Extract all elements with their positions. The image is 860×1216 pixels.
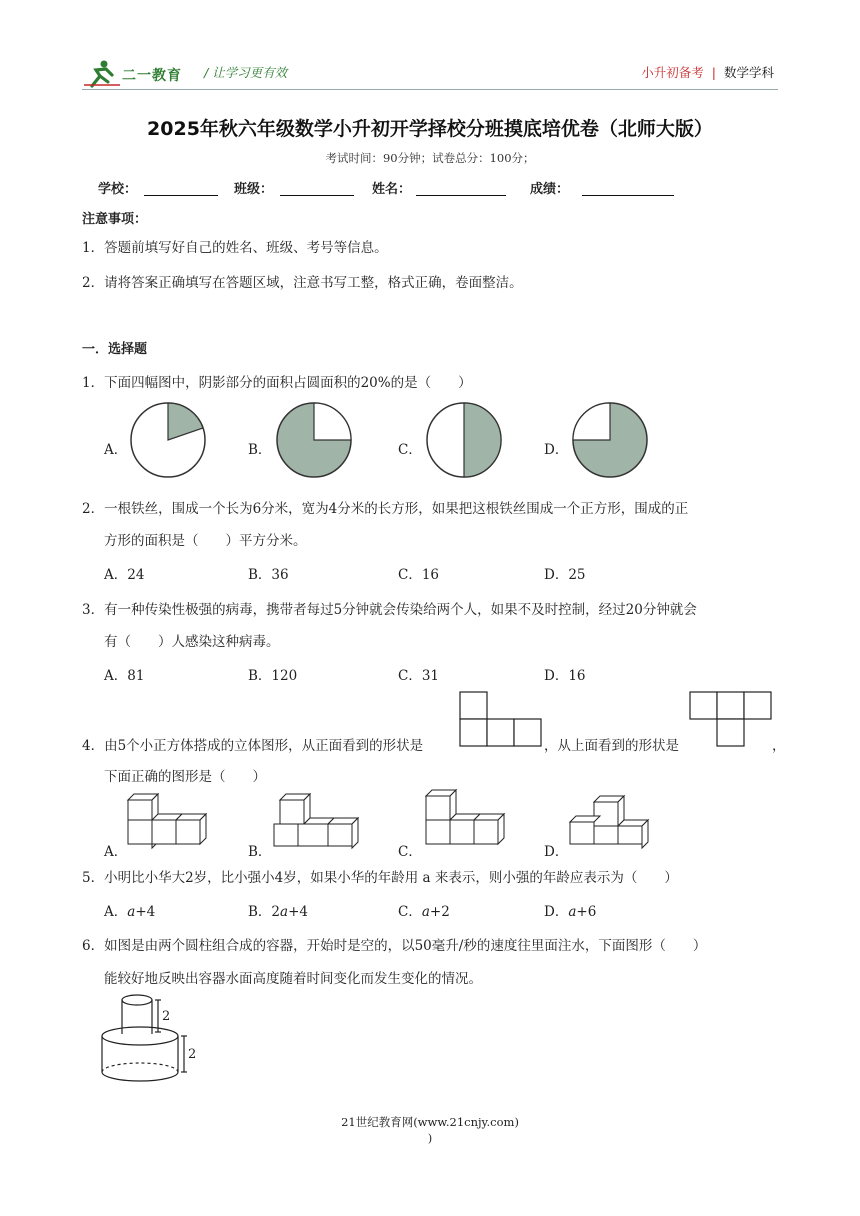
category-label: 小升初备考 [641,65,704,80]
q4-figure-b [270,790,360,846]
note-item: 1．答题前填写好自己的姓名、班级、考号等信息。 [82,240,388,256]
name-label: 姓名： [372,182,412,197]
q3-option-b[interactable]: B．120 [248,668,298,684]
option-label: B． [248,904,272,920]
q1-option-b[interactable]: B． [248,442,272,458]
q5-option-c[interactable] [398,900,450,920]
q2-option-d[interactable]: D．25 [544,567,586,583]
header-separator: | [711,65,716,80]
q1-option-d[interactable]: D． [544,442,569,458]
question-2-line1: 2．一根铁丝，围成一个长为6分米，宽为4分米的长方形，如果把这根铁丝围成一个正方形，围成的正 [82,501,689,517]
name-field[interactable] [416,195,506,196]
section-title: 一．选择题 [82,342,148,357]
note-item: 2．请将答案正确填写在答题区域，注意书写工整，格式正确，卷面整洁。 [82,275,523,291]
option-label: A． [104,904,128,920]
logo [82,58,192,88]
class-field[interactable] [280,195,354,196]
variable: a [568,904,577,920]
q4-figure-c [420,786,510,846]
score-label: 成绩： [530,182,570,197]
expression: +4 [135,904,156,920]
expression: +4 [288,904,308,920]
q4-figure-a [122,786,212,846]
footer-source: 21世纪教育网(www.21cnjy.com) [341,1115,519,1129]
variable: a [280,904,289,920]
question-3-line2: 有（ ）人感染这种病毒。 [104,634,280,650]
q4-option-c[interactable]: C． [398,844,422,860]
q5-option-d[interactable] [544,900,596,920]
question-2-line2: 方形的面积是（ ）平方分米。 [104,533,307,549]
q4-figure-d [566,792,656,846]
dim-top-label: 2 [162,1009,171,1024]
q1-figure-d [570,402,654,478]
question-5-text: 5．小明比小华大2岁，比小强小4岁，如果小华的年龄用 a 来表示，则小强的年龄应表示为（ ） [82,870,678,886]
q2-option-c[interactable]: C．16 [398,567,440,583]
notes-heading: 注意事项： [82,212,148,227]
q3-option-a[interactable]: A．81 [104,668,145,684]
question-4-part1: 4．由5个小正方体搭成的立体图形，从正面看到的形状是 [82,738,424,754]
question-4-part2: ，从上面看到的形状是 [544,738,679,754]
footer-mark: ) [427,1132,433,1145]
dim-bottom-label: 2 [188,1047,197,1062]
q2-option-b[interactable]: B．36 [248,567,289,583]
header-right [641,63,774,81]
class-label: 班级： [234,182,274,197]
q4-front-view-figure [458,690,542,748]
q3-option-c[interactable]: C．31 [398,668,440,684]
q1-option-a[interactable]: A． [104,442,128,458]
question-6-line2: 能较好地反映出容器水面高度随着时间变化而发生变化的情况。 [104,971,482,987]
expression: +6 [576,904,597,920]
question-3-line1: 3．有一种传染性极强的病毒，携带者每过5分钟就会传染给两个人，如果不及时控制，经过20分钟就会 [82,602,697,618]
question-6-line1: 6．如图是由两个圆柱组合成的容器，开始时是空的，以50毫升/秒的速度往里面注水，下面图形（ ） [82,938,707,954]
q1-figure-c [424,402,508,478]
page-header [82,56,778,90]
q4-option-a[interactable]: A． [104,844,128,860]
score-field[interactable] [582,195,674,196]
runner-logo-icon [82,58,122,88]
slogan: / 让学习更有效 [204,65,288,80]
q3-option-d[interactable]: D．16 [544,668,586,684]
variable: a [127,904,136,920]
option-label: C． [398,904,422,920]
coefficient: 2 [271,904,281,920]
q1-figure-b [274,402,358,478]
page-title: 2025年秋六年级数学小升初开学择校分班摸底培优卷（北师大版） [147,118,713,140]
subject-label: 数学学科 [723,65,774,80]
q1-figure-a [128,402,212,478]
q5-option-a[interactable] [104,900,155,920]
question-1-text: 1．下面四幅图中，阴影部分的面积占圆面积的20%的是（ ） [82,375,472,391]
variable: a [421,904,430,920]
q4-option-b[interactable]: B． [248,844,272,860]
logo-text: 二一教育 [122,68,182,84]
school-label: 学校： [98,182,138,197]
q2-option-a[interactable]: A．24 [104,567,145,583]
q4-option-d[interactable]: D． [544,844,569,860]
exam-info: 考试时间：90分钟；试卷总分：100分； [325,151,535,165]
question-4-line2: 下面正确的图形是（ ） [104,769,266,785]
q4-top-view-figure [688,690,772,748]
q5-option-b[interactable] [248,900,308,920]
q6-cylinder-figure [100,992,200,1084]
expression: +2 [429,904,450,920]
option-label: D． [544,904,569,920]
q1-option-c[interactable]: C． [398,442,422,458]
question-4-part3: ， [772,738,786,754]
school-field[interactable] [144,195,218,196]
